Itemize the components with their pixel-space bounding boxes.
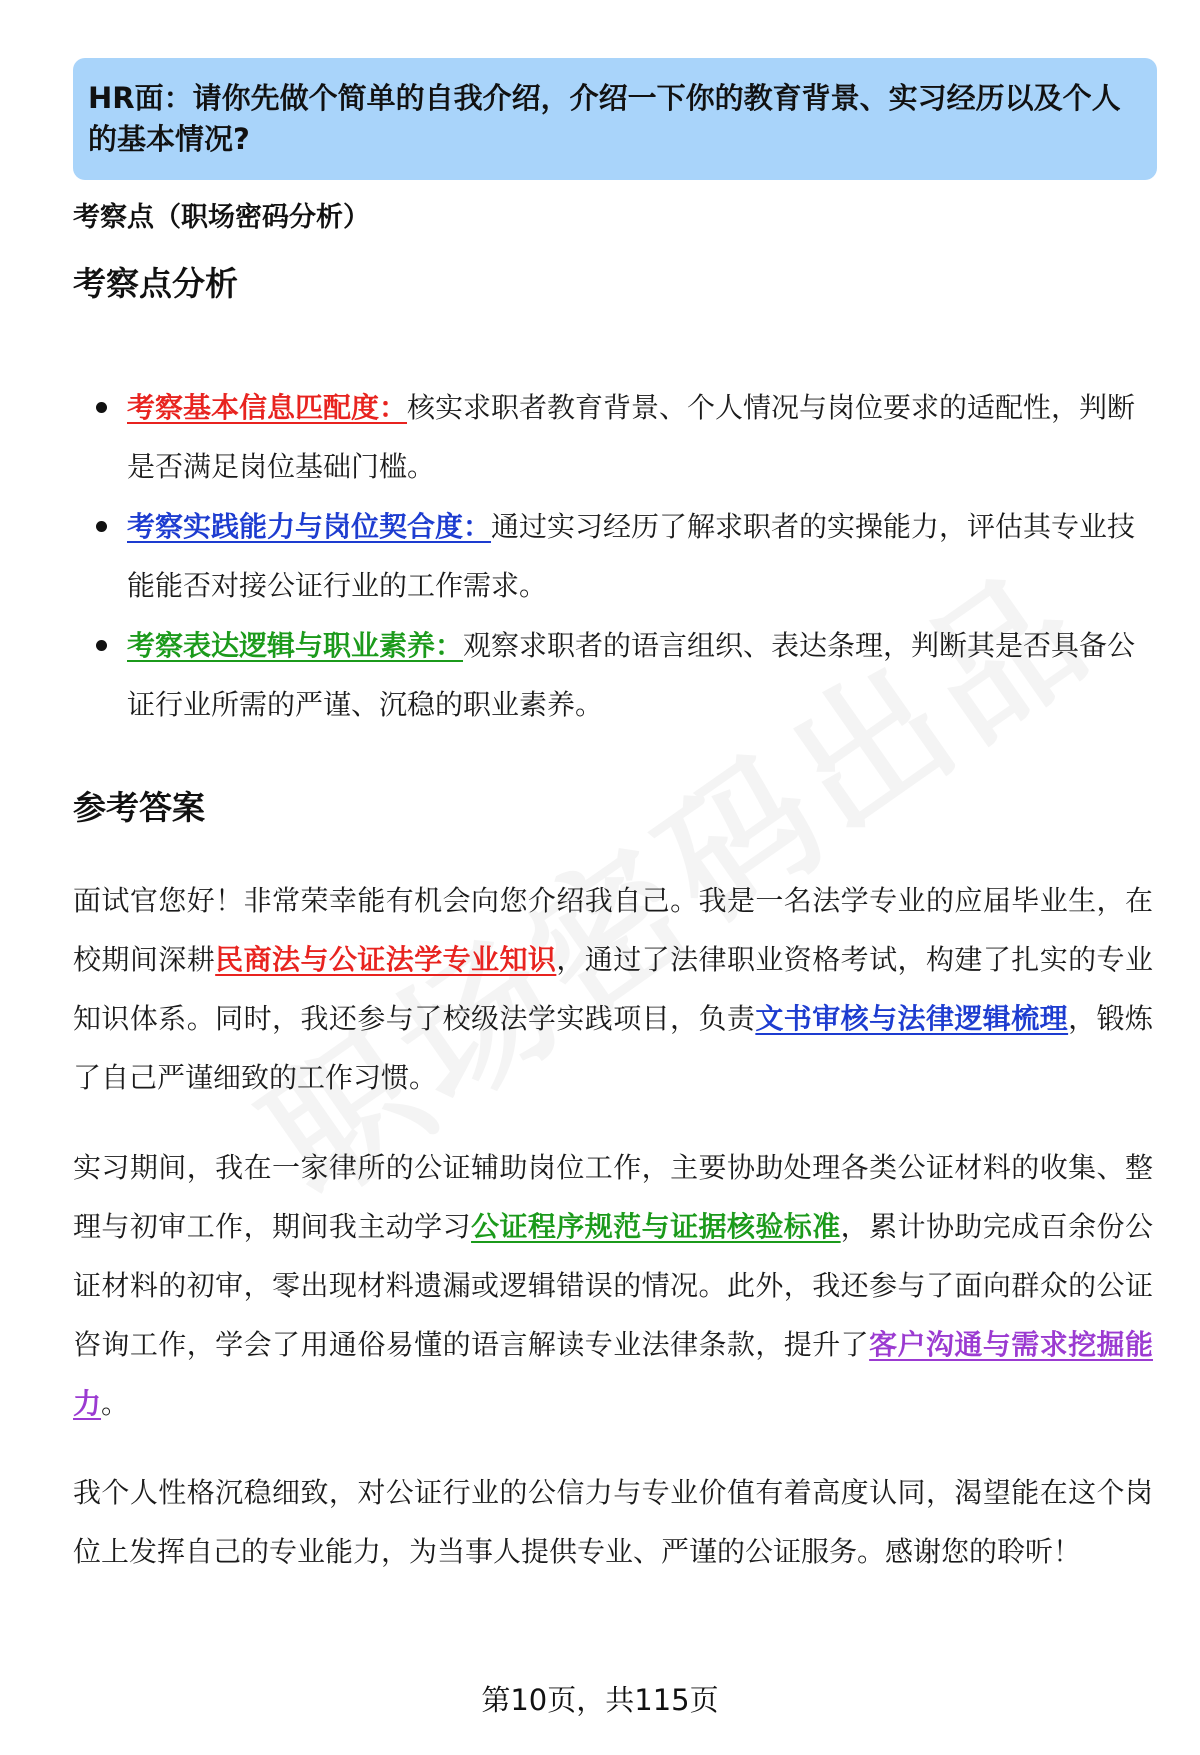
answer-paragraph-3: 我个人性格沉稳细致，对公证行业的公信力与专业价值有着高度认同，渴望能在这个岗位上发挥自己的专业能力，为当事人提供专业、严谨的公证服务。感谢您的聆听！ [73, 1476, 1153, 1568]
page-footer: 第10页，共115页 [481, 1683, 719, 1717]
highlight-keyword: 民商法与公证法学专业知识 [215, 943, 557, 976]
bullet-dot-icon [96, 521, 107, 532]
highlight-keyword: 客户沟通与需求挖掘能力 [73, 1328, 1153, 1420]
bullet-text: 核实求职者教育背景、个人情况与岗位要求的适配性，判断是否满足岗位基础门槛。 [127, 391, 1136, 483]
paragraph-text: 。 [101, 1387, 130, 1420]
paragraph-text: 实习期间，我在一家律所的公证辅助岗位工作，主要协助处理各类公证材料的收集、整理与初审工作，期间我主动学习 [73, 1151, 1153, 1243]
question-text: HR面：请你先做个简单的自我介绍，介绍一下你的教育背景、实习经历以及个人的基本情况? [88, 81, 1121, 156]
paragraph-text: ，锻炼了自己严谨细致的工作习惯。 [73, 1002, 1153, 1094]
paragraph-text: ，累计协助完成百余份公证材料的初审，零出现材料遗漏或逻辑错误的情况。此外，我还参与了面向群众的公证咨询工作，学会了用通俗易懂的语言解读专业法律条款，提升了 [73, 1210, 1153, 1361]
paragraph-text: ，通过了法律职业资格考试，构建了扎实的专业知识体系。同时，我还参与了校级法学实践项目，负责 [73, 943, 1153, 1035]
bullet-dot-icon [96, 640, 107, 651]
bullet-key: 考察基本信息匹配度： [127, 391, 408, 424]
bullet-key: 考察表达逻辑与职业素养： [127, 629, 464, 662]
list-item [73, 497, 1153, 615]
highlight-keyword: 文书审核与法律逻辑梳理 [755, 1002, 1069, 1035]
subhead: 考察点（职场密码分析） [73, 202, 370, 233]
answer-paragraph-1 [73, 871, 1153, 1107]
bullet-text: 观察求职者的语言组织、表达条理，判断其是否具备公证行业所需的严谨、沉稳的职业素养。 [127, 629, 1136, 721]
list-item [73, 616, 1153, 734]
question-box [73, 58, 1157, 180]
answer-heading: 参考答案 [73, 788, 205, 827]
list-item [73, 378, 1153, 496]
bullet-key: 考察实践能力与岗位契合度： [127, 510, 492, 543]
bullet-dot-icon [96, 402, 107, 413]
highlight-keyword: 公证程序规范与证据核验标准 [471, 1210, 841, 1243]
answer-paragraph-2 [73, 1138, 1153, 1433]
analysis-heading: 考察点分析 [73, 264, 238, 303]
bullet-text: 通过实习经历了解求职者的实操能力，评估其专业技能能否对接公证行业的工作需求。 [127, 510, 1136, 602]
paragraph-text: 面试官您好！非常荣幸能有机会向您介绍我自己。我是一名法学专业的应届毕业生，在校期间深耕 [73, 884, 1153, 976]
analysis-list [73, 378, 1153, 735]
